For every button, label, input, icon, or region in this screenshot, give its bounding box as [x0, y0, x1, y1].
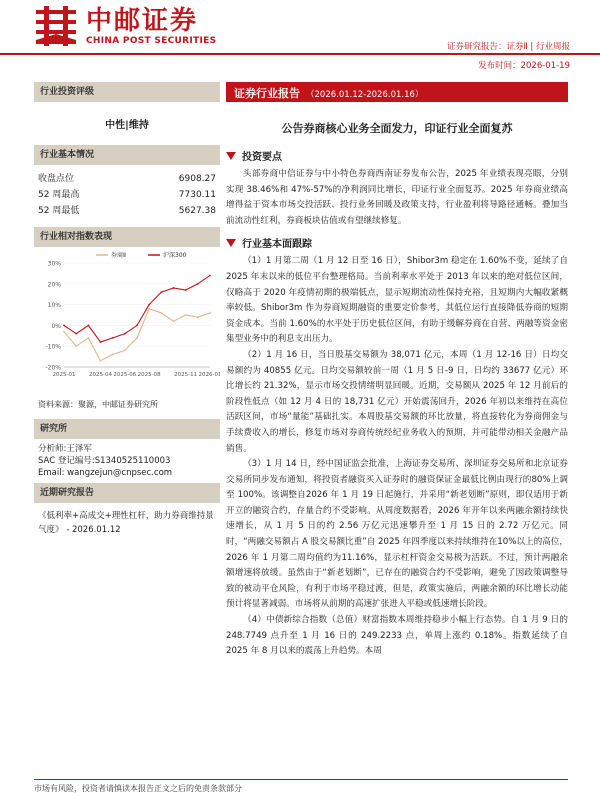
section-heading: [226, 148, 568, 163]
analyst-email: Email: wangzejun@cnpsec.com: [38, 468, 173, 478]
data-point: [197, 316, 199, 318]
data-point: [87, 325, 89, 327]
data-point: [197, 283, 199, 285]
related-report-link[interactable]: 《低利率+高成交+理性杠杆，助力券商维持景气度》 - 2026.01.12: [38, 511, 214, 535]
data-point: [75, 333, 77, 335]
data-point: [185, 314, 187, 316]
data-point: [124, 333, 126, 335]
publish-time: 发布时间：2026-01-19: [478, 61, 570, 71]
relative-index-heading: 行业相对指数表现: [34, 227, 220, 247]
analyst-heading: 研究所: [34, 419, 220, 439]
data-point: [173, 320, 175, 322]
data-point: [63, 331, 65, 333]
data-point: [209, 312, 211, 314]
data-point: [160, 291, 162, 293]
header-divider: [0, 53, 600, 55]
data-point: [112, 337, 114, 339]
x-tick-label: 2025-11: [174, 372, 198, 378]
triangle-bullet-icon: [226, 152, 236, 160]
data-point: [209, 275, 211, 277]
data-point: [87, 337, 89, 339]
row-value: 7730.11: [178, 190, 216, 200]
data-point: [148, 308, 150, 310]
legend-label: 沪深300: [163, 252, 187, 259]
row-label: 52 周最高: [38, 190, 80, 200]
row-value: 6908.27: [178, 174, 216, 184]
data-point: [148, 304, 150, 306]
brand-name-en: CHINA POST SECURITIES: [86, 36, 217, 46]
report-title: 公告券商核心业务全面发力，印证行业全面复苏: [281, 122, 513, 135]
series-line: [64, 309, 210, 361]
section-title: 投资要点: [242, 152, 282, 163]
footer-disclaimer: 市场有风险，投资者请慎读本报告正文之后的免责条款部分: [34, 784, 242, 793]
analyst-name: 分析师:王泽军: [38, 444, 92, 454]
data-point: [112, 354, 114, 356]
data-point: [100, 341, 102, 343]
section-title: 行业基本面跟踪: [242, 239, 312, 251]
y-tick-label: 10%: [47, 302, 61, 310]
report-type-line: 证券研究报告：证券Ⅱ | 行业周报: [447, 42, 570, 52]
data-point: [100, 360, 102, 362]
y-tick-label: 0%: [51, 322, 61, 330]
series-line: [64, 275, 210, 342]
row-label: 52 周最低: [38, 206, 80, 216]
x-tick-label: 2026-01: [198, 372, 220, 378]
basic-row: [34, 187, 220, 203]
legend-label: 券商Ⅱ: [111, 252, 126, 259]
row-value: 5627.38: [178, 206, 216, 216]
index-line-chart: [34, 247, 220, 397]
x-tick-label: 2025-06: [113, 372, 137, 378]
brand-name-cn: 中邮证券: [86, 6, 199, 36]
basic-row: [34, 171, 220, 187]
y-tick-label: 30%: [47, 260, 61, 268]
y-tick-label: 20%: [47, 281, 61, 289]
china-post-logo-icon: [34, 6, 78, 46]
y-tick-label: -10%: [45, 343, 61, 351]
section-heading: [226, 235, 568, 250]
x-tick-label: 2025-01: [52, 372, 76, 378]
paragraph: （3）1 月 14 日，经中国证监会批准，上海证券交易所、深圳证券交易所和北京证券交易所同步发布通知，将投资者融资买入证券时的融资保证金最低比例由现行的80%上调至 100%。该调整自2026 年 1 月 19 日起施行，并采用“新老划断”原则，即仅适用于新开立的融资合约，存量合约不受影响。从周度数据看，2026 年开年以来两融余额持续快速增长，从 1 月 5 日的约 2.56 万亿元迅速攀升至 1 月 15 日的 2.72 万亿元。同时，“两融交易额占 A 股交易额比重”自 2025 年四季度以来持续维持在10%以上的高位，2026 年 1 月第二周均值约为11.16%，显示杠杆资金交易极为活跃。不过，预计两融余额增速将放缓。虽然由于“新老划断”，已存在的融资合约不受影响，避免了因政策调整导致的被动平仓风险，有利于市场平稳过渡，但是，政策实施后，两融余额的环比增长动能预计将显著减弱。市场将从前期的高速扩张进入平稳或低速增长阶段。: [226, 459, 568, 610]
footer-divider: [34, 779, 568, 780]
basic-info-heading: 行业基本情况: [34, 145, 220, 165]
rating-value: 中性|维持: [105, 120, 149, 131]
data-point: [124, 349, 126, 351]
related-reports-heading: 近期研究报告: [34, 483, 220, 503]
paragraph: （2）1 月 16 日，当日股基交易额为 38,071 亿元，本周（1 月 12-16 日）日均交易额约为 40855 亿元。日均交易额较前一周（1 月 5 日-9 日，日均约 33677 亿元）环比增长约 21.32%，显示市场交投情绪明显回暖。近期，交易额从 2025 年 12 月前后的阶段性低点（如 12 月 4 日的 18,731 亿元）开始震荡回升，2026 年初以来维持在高位活跃区间，市场“量能”基础扎实。本周股基交易额的环比放量，将直接转化为券商佣金与手续费收入的增长，修复市场对券商传统经纪业务收入的预期，并可能带动相关金融产品销售。: [226, 349, 568, 454]
data-point: [185, 289, 187, 291]
chart-source: 资料来源：聚源，中邮证券研究所: [38, 400, 158, 409]
triangle-bullet-icon: [226, 239, 236, 247]
x-tick-label: 2025-04: [89, 372, 112, 378]
paragraph: （4）中债新综合指数（总值）财富指数本周维持稳步小幅上行态势。自 1 月 9 日的 248.7749 点升至 1 月 16 日的 249.2233 点，单周上涨约 0.18%。指数延续了自 2025 年 8 月以来的震荡上升趋势。本周: [226, 615, 568, 657]
row-label: 收盘点位: [38, 174, 75, 184]
x-tick-label: 2025-08: [137, 372, 161, 378]
data-point: [160, 312, 162, 314]
analyst-sac: SAC 登记编号:S1340525110003: [38, 456, 171, 466]
page-header: [0, 0, 600, 80]
data-point: [63, 325, 65, 327]
sidebar: [34, 82, 220, 543]
data-point: [75, 345, 77, 347]
report-bar-date: （2026.01.12-2026.01.16）: [306, 90, 424, 100]
basic-row: [34, 203, 220, 219]
basic-info-table: [34, 165, 220, 227]
paragraph: 头部券商中信证券与中小特色券商西南证券发布公告，2025 年业绩表现亮眼，分别实现 38.46%和 47%-57%的净利润同比增长，印证行业全面复苏。2025 年券商业绩高增得益于资本市场交投活跃、投行业务回暖及政策支持，行业盈利将导路径通畅。叠加当前流动性红利，券商板块估值或有望继续修复。: [226, 169, 568, 226]
report-bar-title: 证券行业报告: [234, 87, 300, 100]
paragraph: （1）1 月第二周（1 月 12 日至 16 日），Shibor3m 稳定在 1.60%不变，延续了自 2025 年末以来的低位平台整理格局。当前利率水平处于 2013 年以来的绝对低位区间，仅略高于 2020 年疫情初期的极端低点，显示短期流动性保持充裕，且短期内大幅收紧概率较低。Shibor3m 作为券商短期融资的重要定价参考，其低位运行直接降低券商的短期资金成本。当前 1.60%的水平处于历史低位区间，有助于缓解券商在自营、两融等资金密集型业务中的利息支出压力。: [226, 256, 568, 345]
rating-heading: 行业投资评级: [34, 82, 220, 102]
main-content: [226, 82, 568, 660]
data-point: [173, 287, 175, 289]
data-point: [136, 325, 138, 327]
report-bar: [226, 82, 568, 102]
data-point: [136, 337, 138, 339]
y-tick-label: -20%: [45, 364, 61, 372]
relative-index-chart: [34, 247, 220, 447]
